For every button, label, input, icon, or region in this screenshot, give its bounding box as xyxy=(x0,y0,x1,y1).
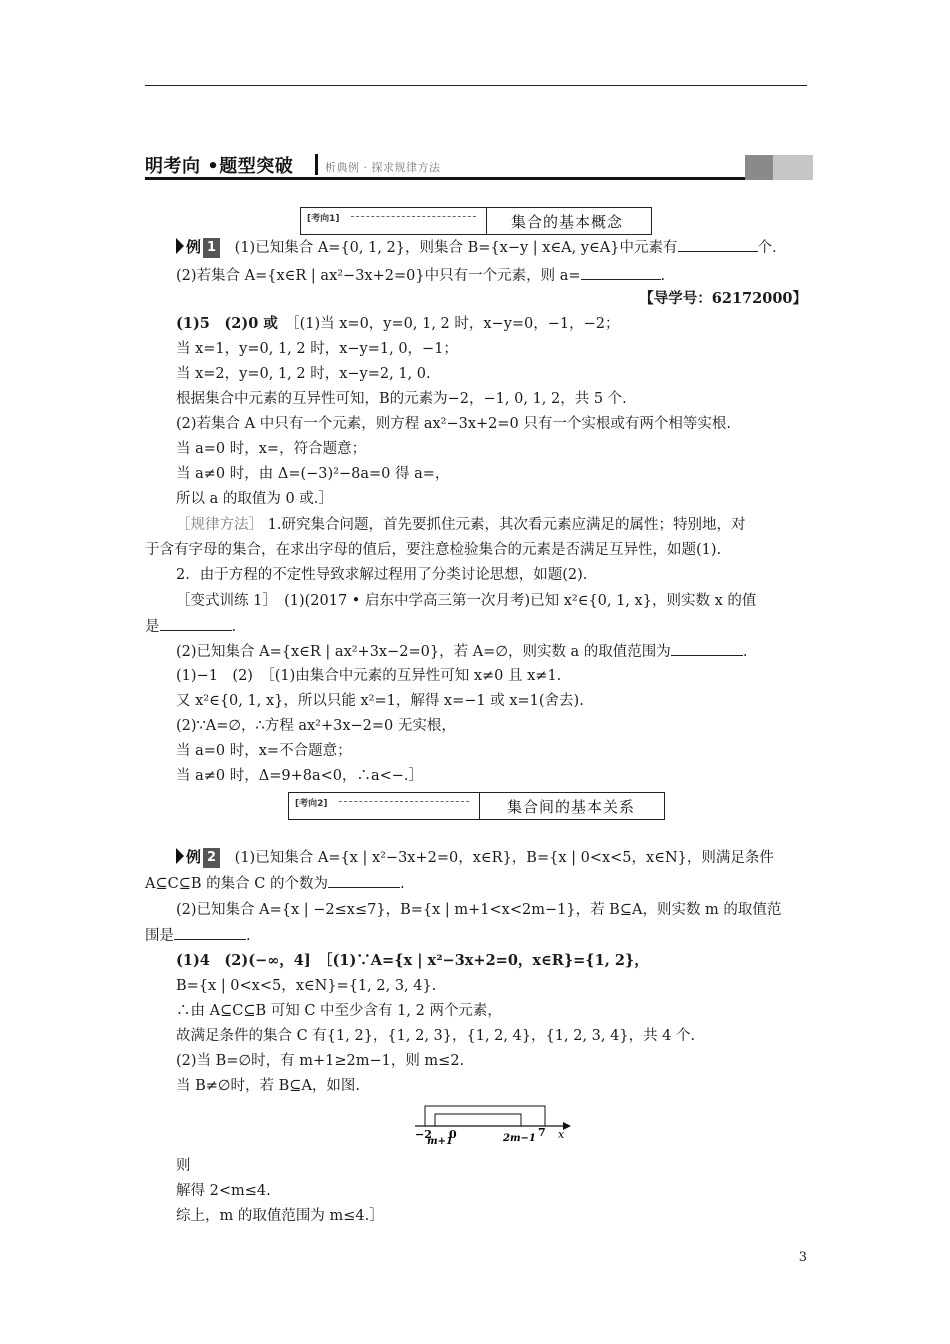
example-2-after-line: 则 xyxy=(176,1158,191,1174)
section-decor-light xyxy=(773,155,813,180)
example-2-answer-line: ∴由 A⊆C⊆B 可知 C 中至少含有 1, 2 两个元素， xyxy=(176,1003,502,1019)
example-1-answer-line: 当 a≠0 时，由 Δ=(−3)²−8a=0 得 a=， xyxy=(176,466,450,482)
example-2-answer-head: (1)4 (2)(−∞，4] ［(1)∵A={x | x²−3x+2=0，x∈R}={1, 2}， xyxy=(176,952,649,969)
example-2-answer-line: B={x | 0<x<5，x∈N}={1, 2, 3, 4}. xyxy=(176,978,437,994)
variant-1-answer-line: (1)−1 (2) ［(1)由集合中元素的互异性可知 x≠0 且 x≠1. xyxy=(176,668,562,684)
example-2-after-line: 解得 2<m≤4. xyxy=(176,1183,271,1199)
tick-label-2m-minus-1: 2m−1 xyxy=(503,1133,536,1144)
kaoxiang-1-dash xyxy=(351,216,476,217)
tick-label-minus-2: −2 xyxy=(415,1128,432,1141)
kaoxiang-1-tag-cell xyxy=(301,208,487,234)
guide-number: 【导学号：62172000】 xyxy=(639,290,807,307)
kaoxiang-1-tag: [考向1] xyxy=(307,214,340,224)
page-number: 3 xyxy=(798,1250,807,1265)
example-1-question-2: (2)若集合 A={x∈R | ax²−3x+2=0}中只有一个元素，则 a= . xyxy=(176,265,665,286)
answer-blank xyxy=(174,925,246,940)
example-2-question-1b: A⊆C⊆B 的集合 C 的个数为 . xyxy=(145,873,405,894)
answer-blank xyxy=(678,237,758,252)
example-2-question-2b: 围是 . xyxy=(145,925,251,946)
answer-blank xyxy=(328,873,400,888)
kaoxiang-2-tag: [考向2] xyxy=(295,799,328,809)
example-2-answer-line: 故满足条件的集合 C 有{1, 2}，{1, 2, 3}，{1, 2, 4}，{1, 2, 3, 4}，共 4 个. xyxy=(176,1028,696,1044)
kaoxiang-2-title: 集合间的基本关系 xyxy=(507,798,636,816)
answer-blank xyxy=(160,616,232,631)
variant-1-answer-line: (2)∵A=∅，∴方程 ax²+3x−2=0 无实根， xyxy=(176,718,456,734)
answer-blank xyxy=(671,641,743,656)
example-1-answer-line: 当 a=0 时，x=，符合题意； xyxy=(176,441,367,457)
variant-1-answer-line: 当 a≠0 时，Δ=9+8a<0，∴a<−.］ xyxy=(176,768,424,784)
set-a-bracket xyxy=(425,1106,545,1126)
example-1-label: 例 1 xyxy=(176,237,220,258)
section-header xyxy=(145,152,815,180)
example-2-after-line: 综上，m 的取值范围为 m≤4.］ xyxy=(176,1208,384,1224)
top-rule xyxy=(145,85,807,86)
example-1-answer-head: (1)5 (2)0 或 ［(1)当 x=0，y=0, 1, 2 时，x−y=0，−1，−2； xyxy=(176,315,620,332)
example-1-question-1: 例 1 (1)已知集合 A={0, 1, 2}，则集合 B={x−y | x∈A, y∈A}中元素有 个. xyxy=(176,237,777,258)
section-decor-dark xyxy=(745,155,773,180)
method-line-2: 于含有字母的集合，在求出字母的值后，要注意检验集合的元素是否满足互异性，如题(1). xyxy=(145,542,722,558)
variant-1-line-3: (2)已知集合 A={x∈R | ax²+3x−2=0}，若 A=∅，则实数 a 的取值范围为 . xyxy=(176,641,747,662)
tick-label-0: 0 xyxy=(449,1128,457,1141)
example-2-label: 例 2 xyxy=(176,847,220,868)
method-line-3: 2．由于方程的不定性导致求解过程用了分类讨论思想，如题(2). xyxy=(176,567,588,583)
method-label: ［规律方法］ xyxy=(176,517,263,533)
variant-1-line-2: 是 . xyxy=(145,616,236,637)
section-title: 明考向 •题型突破 xyxy=(145,156,294,177)
tick-label-m-plus-1: m+1 xyxy=(427,1136,453,1147)
kaoxiang-1-box xyxy=(300,207,652,235)
section-underline xyxy=(145,177,745,180)
example-1-answer-line: 当 x=2，y=0, 1, 2 时，x−y=2, 1, 0. xyxy=(176,366,431,382)
method-line-1: ［规律方法］ 1.研究集合问题，首先要抓住元素，其次看元素应满足的属性；特别地，对 xyxy=(176,517,746,533)
section-subtitle: 析典例 · 探求规律方法 xyxy=(325,161,441,174)
variant-1-answer-line: 当 a=0 时，x=不合题意； xyxy=(176,743,352,759)
axis-label-x: x xyxy=(558,1128,565,1141)
variant-1-answer-line: 又 x²∈{0, 1, x}，所以只能 x²=1，解得 x=−1 或 x=1(舍去). xyxy=(176,693,584,709)
example-2-question-1: 例 2 (1)已知集合 A={x | x²−3x+2=0，x∈R}，B={x | 0<x<5，x∈N}，则满足条件 xyxy=(176,847,774,868)
example-2-answer-line: (2)当 B=∅时，有 m+1≥2m−1，则 m≤2. xyxy=(176,1053,465,1069)
kaoxiang-1-title: 集合的基本概念 xyxy=(511,213,624,231)
triangle-icon xyxy=(176,238,184,254)
example-1-answer-line: (2)若集合 A 中只有一个元素，则方程 ax²−3x+2=0 只有一个实根或有两个相等实根. xyxy=(176,416,731,432)
example-1-answer-line: 根据集合中元素的互异性可知，B的元素为−2，−1, 0, 1, 2，共 5 个. xyxy=(176,391,627,407)
triangle-icon xyxy=(176,848,184,864)
example-1-answer-line: 当 x=1，y=0, 1, 2 时，x−y=1, 0，−1； xyxy=(176,341,458,357)
tick-label-7: 7 xyxy=(538,1126,546,1139)
kaoxiang-2-dash xyxy=(339,801,469,802)
set-b-bracket xyxy=(435,1114,521,1126)
example-2-answer-line: 当 B≠∅时，若 B⊆A，如图. xyxy=(176,1078,361,1094)
kaoxiang-2-tag-cell xyxy=(289,793,480,819)
number-line-figure xyxy=(405,1100,580,1150)
kaoxiang-2-box xyxy=(288,792,665,820)
example-1-answer-line: 所以 a 的取值为 0 或.］ xyxy=(176,491,333,507)
section-divider xyxy=(315,154,318,175)
example-2-question-2: (2)已知集合 A={x | −2≤x≤7}，B={x | m+1<x<2m−1}，若 B⊆A，则实数 m 的取值范 xyxy=(176,902,782,918)
answer-blank xyxy=(581,265,661,280)
variant-1-line-1: ［变式训练 1］ (1)(2017 • 启东中学高三第一次月考)已知 x²∈{0, 1, x}，则实数 x 的值 xyxy=(176,593,757,609)
